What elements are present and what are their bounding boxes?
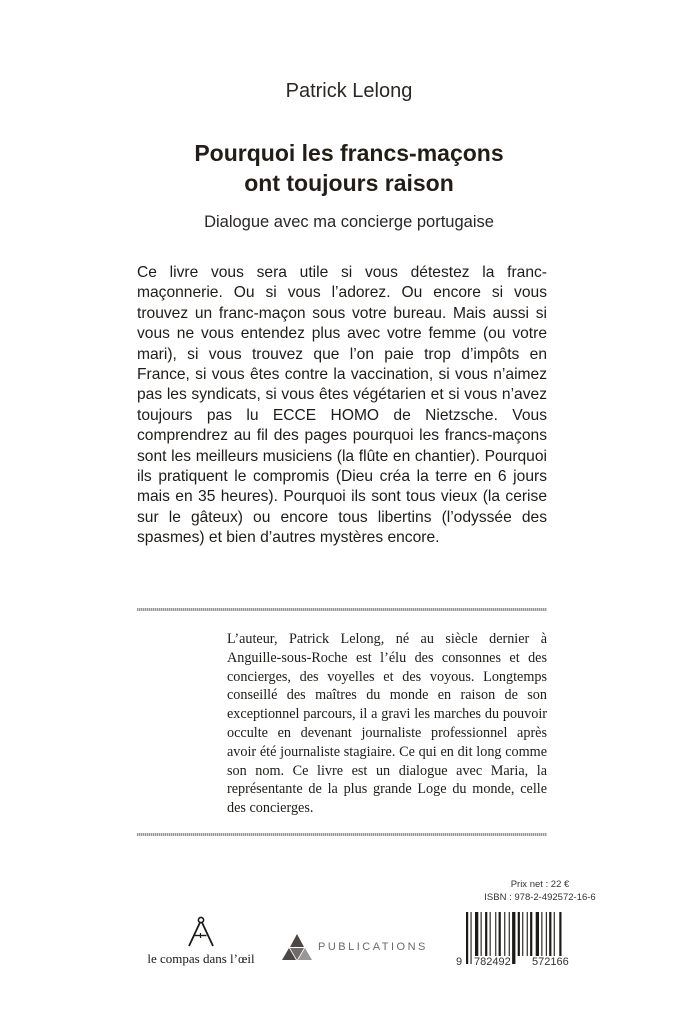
publications-label: PUBLICATIONS [318, 941, 428, 953]
barcode-first-digit: 9 [456, 956, 463, 968]
barcode-bar [554, 912, 555, 956]
author-bio: L’auteur, Patrick Lelong, né au siècle dernier à Anguille-sous-Roche est l’élu des consonnes et des concierges, des voyelles et des voyous. Longtemps conseillé des maîtres du monde en raison de son exceptionnel parcours, il a gravi les marches du pouvoir occulte en devenant journaliste professionnel après avoir été journaliste stagiaire. Ce qui en dit long comme son nom. Ce livre est un dialogue avec Maria, la représentante de la plus grande Loge du monde, celle des concierges. [227, 631, 547, 817]
barcode-bar [485, 912, 487, 956]
book-title-line-2: ont toujours raison [244, 170, 454, 196]
price-label: Prix net : 22 € [510, 879, 570, 890]
barcode-bar [527, 912, 528, 956]
book-title-line-1: Pourquoi les francs-maçons [194, 140, 504, 166]
barcode-bar [536, 912, 539, 956]
price-isbn-block [440, 878, 640, 904]
publisher-logo-publications [282, 933, 428, 961]
barcode-bar [509, 912, 510, 956]
book-subtitle: Dialogue avec ma concierge portugaise [204, 213, 494, 231]
barcode-bar [466, 912, 468, 964]
publisher-logo-compas [136, 916, 266, 967]
book-blurb: Ce livre vous sera utile si vous détestez la franc-maçonnerie. Ou si vous l’adorez. Ou encore si vous trouvez un franc-maçon sous votre bureau. Mais aussi si vous ne vous entendez plus avec votre femme (ou votre mari), si vous trouvez que l’on paie trop d’impôts en France, si vous êtes contre la vaccination, si vous n’aimez pas les syndicats, si vous êtes végétarien et si vous n’avez toujours pas lu ECCE HOMO de Nietzsche. Vous comprendrez au fil des pages pourquoi les francs-maçons sont les meilleurs musiciens (la flûte en chantier). Pourquoi ils pratiquent le compromis (Dieu créa la terre en 6 jours mais en 35 heures). Pourquoi ils sont tous vieux (la cerise sur le gâteux) ou encore tous libertins (l’odyssée des spasmes) et bien d’autres mystères encore. [137, 264, 547, 547]
barcode-bar [499, 912, 501, 956]
barcode-bar [481, 912, 482, 956]
barcode-bar [530, 912, 532, 956]
barcode-left-group: 782492 [474, 956, 511, 968]
barcode-right-group: 572166 [532, 956, 569, 968]
publisher-name-compas: le compas dans l’œil [147, 951, 255, 966]
barcode [456, 912, 606, 970]
book-author: Patrick Lelong [285, 80, 413, 102]
barcode-bar [522, 912, 523, 956]
book-title [0, 138, 698, 198]
barcode-bar [541, 912, 542, 956]
triangles-logo-icon [282, 933, 312, 961]
barcode-bar [512, 912, 515, 964]
barcode-bar [504, 912, 505, 956]
barcode-bar [518, 912, 520, 956]
barcode-bar [490, 912, 491, 956]
barcode-bar [546, 912, 547, 956]
compass-icon [186, 916, 216, 948]
barcode-bar [471, 912, 472, 964]
barcode-bar [495, 912, 496, 956]
divider-top [137, 608, 547, 611]
barcode-bar [475, 912, 478, 956]
divider-bottom [137, 833, 547, 836]
isbn-label: ISBN : 978-2-492572-16-6 [484, 892, 596, 903]
barcode-bar [549, 912, 551, 956]
